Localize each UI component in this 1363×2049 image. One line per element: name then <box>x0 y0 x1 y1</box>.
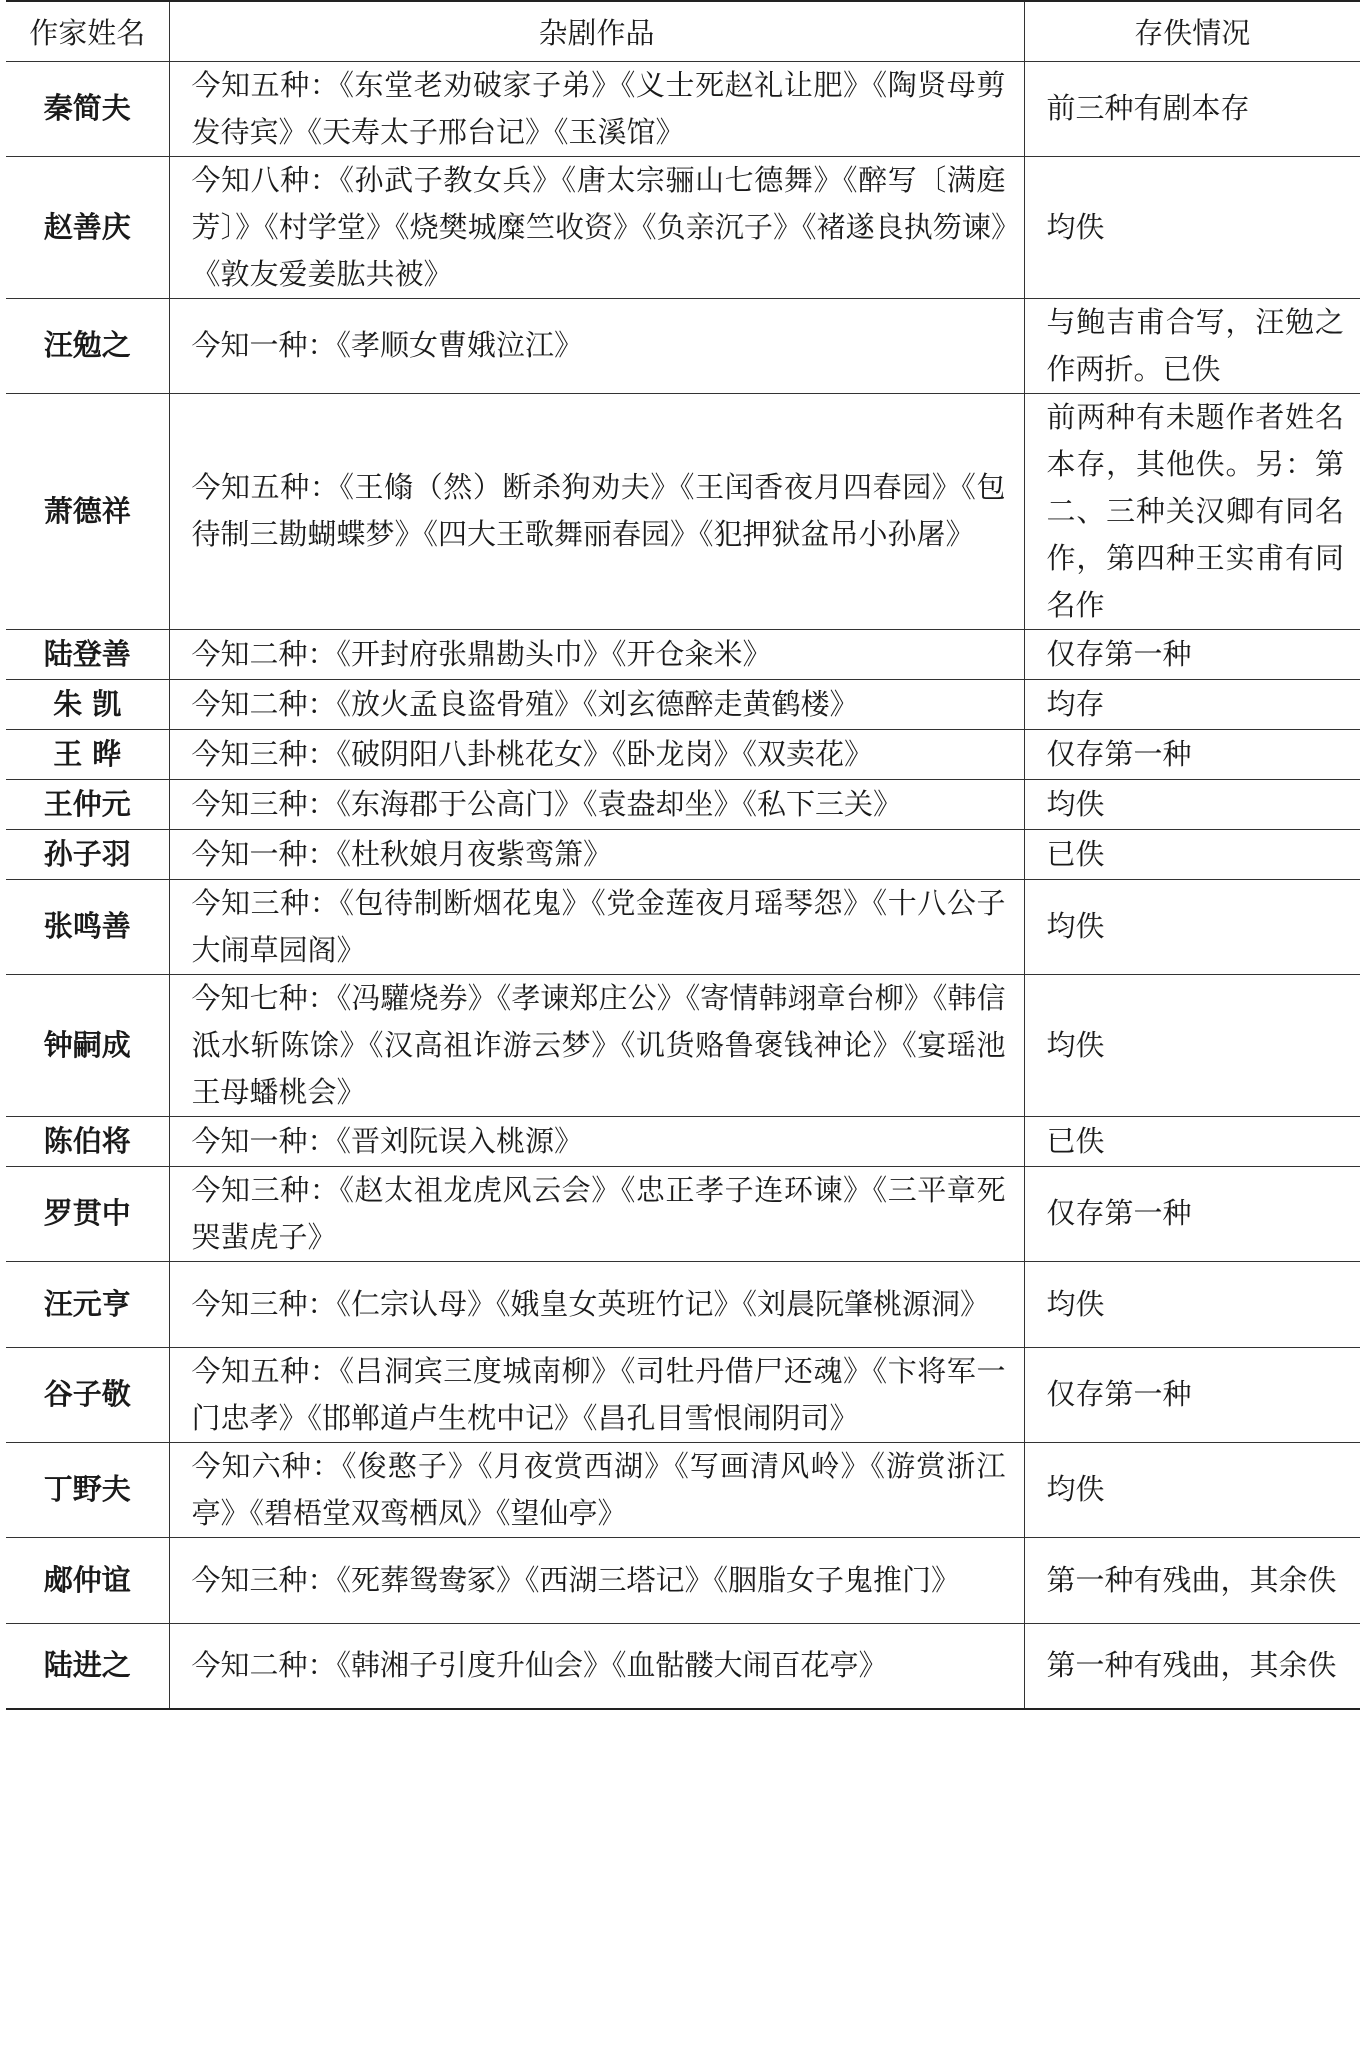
header-row <box>6 1 1360 61</box>
header-status: 存佚情况 <box>1024 1 1360 61</box>
status-cell: 均佚 <box>1024 879 1360 974</box>
status-cell: 均存 <box>1024 679 1360 729</box>
author-cell: 丁野夫 <box>6 1442 169 1537</box>
table-row <box>6 1347 1360 1442</box>
author-cell: 汪元亨 <box>6 1261 169 1347</box>
table-row <box>6 629 1360 679</box>
author-cell: 王 晔 <box>6 729 169 779</box>
works-cell: 今知八种：《孙武子教女兵》《唐太宗骊山七德舞》《醉写〔满庭芳〕》《村学堂》《烧樊城糜竺收资》《负亲沉子》《褚遂良执笏谏》《敦友爱姜肱共被》 <box>169 156 1024 298</box>
works-cell: 今知三种：《仁宗认母》《娥皇女英班竹记》《刘晨阮肇桃源洞》 <box>169 1261 1024 1347</box>
table-row <box>6 1623 1360 1709</box>
status-cell: 与鲍吉甫合写，汪勉之作两折。已佚 <box>1024 298 1360 393</box>
works-cell: 今知二种：《韩湘子引度升仙会》《血骷髅大闹百花亭》 <box>169 1623 1024 1709</box>
works-cell: 今知五种：《东堂老劝破家子弟》《义士死赵礼让肥》《陶贤母剪发待宾》《天寿太子邢台记》《玉溪馆》 <box>169 61 1024 156</box>
works-cell: 今知三种：《东海郡于公高门》《袁盎却坐》《私下三关》 <box>169 779 1024 829</box>
works-cell: 今知三种：《破阴阳八卦桃花女》《卧龙岗》《双卖花》 <box>169 729 1024 779</box>
author-cell: 谷子敬 <box>6 1347 169 1442</box>
author-cell: 郕仲谊 <box>6 1537 169 1623</box>
works-cell: 今知二种：《放火孟良盗骨殖》《刘玄德醉走黄鹤楼》 <box>169 679 1024 729</box>
table-row <box>6 1442 1360 1537</box>
author-cell: 萧德祥 <box>6 393 169 629</box>
works-cell: 今知五种：《王翛（然）断杀狗劝夫》《王闰香夜月四春园》《包待制三勘蝴蝶梦》《四大王歌舞丽春园》《犯押狱盆吊小孙屠》 <box>169 393 1024 629</box>
works-cell: 今知一种：《晋刘阮误入桃源》 <box>169 1116 1024 1166</box>
author-cell: 赵善庆 <box>6 156 169 298</box>
status-cell: 仅存第一种 <box>1024 1347 1360 1442</box>
table-row <box>6 729 1360 779</box>
status-cell: 仅存第一种 <box>1024 1166 1360 1261</box>
table-body <box>6 61 1360 1709</box>
status-cell: 仅存第一种 <box>1024 729 1360 779</box>
author-cell: 钟嗣成 <box>6 974 169 1116</box>
works-cell: 今知一种：《杜秋娘月夜紫鸾箫》 <box>169 829 1024 879</box>
table-row <box>6 1261 1360 1347</box>
status-cell: 已佚 <box>1024 829 1360 879</box>
status-cell: 仅存第一种 <box>1024 629 1360 679</box>
status-cell: 均佚 <box>1024 1261 1360 1347</box>
works-cell: 今知一种：《孝顺女曹娥泣江》 <box>169 298 1024 393</box>
author-cell: 陆进之 <box>6 1623 169 1709</box>
works-cell: 今知三种：《赵太祖龙虎风云会》《忠正孝子连环谏》《三平章死哭蜚虎子》 <box>169 1166 1024 1261</box>
works-cell: 今知七种：《冯驩烧券》《孝谏郑庄公》《寄情韩翊章台柳》《韩信泜水斩陈馀》《汉高祖诈游云梦》《讥货赂鲁褒钱神论》《宴瑶池王母蟠桃会》 <box>169 974 1024 1116</box>
works-cell: 今知三种：《包待制断烟花鬼》《党金莲夜月瑶琴怨》《十八公子大闹草园阁》 <box>169 879 1024 974</box>
author-cell: 汪勉之 <box>6 298 169 393</box>
works-cell: 今知五种：《吕洞宾三度城南柳》《司牡丹借尸还魂》《卞将军一门忠孝》《邯郸道卢生枕中记》《昌孔目雪恨闹阴司》 <box>169 1347 1024 1442</box>
status-cell: 均佚 <box>1024 974 1360 1116</box>
author-cell: 秦简夫 <box>6 61 169 156</box>
works-cell: 今知六种：《俊憨子》《月夜赏西湖》《写画清风岭》《游赏浙江亭》《碧梧堂双鸾栖凤》《望仙亭》 <box>169 1442 1024 1537</box>
table-row <box>6 974 1360 1116</box>
table-row <box>6 879 1360 974</box>
author-cell: 孙子羽 <box>6 829 169 879</box>
table-row <box>6 1537 1360 1623</box>
table-row <box>6 393 1360 629</box>
works-cell: 今知二种：《开封府张鼎勘头巾》《开仓籴米》 <box>169 629 1024 679</box>
status-cell: 均佚 <box>1024 156 1360 298</box>
author-cell: 张鸣善 <box>6 879 169 974</box>
table-row <box>6 779 1360 829</box>
status-cell: 均佚 <box>1024 779 1360 829</box>
header-works: 杂剧作品 <box>169 1 1024 61</box>
author-cell: 罗贯中 <box>6 1166 169 1261</box>
status-cell: 第一种有残曲，其余佚 <box>1024 1623 1360 1709</box>
authors-table <box>6 0 1360 1710</box>
table-row <box>6 829 1360 879</box>
status-cell: 已佚 <box>1024 1116 1360 1166</box>
author-cell: 朱 凯 <box>6 679 169 729</box>
author-cell: 王仲元 <box>6 779 169 829</box>
author-cell: 陆登善 <box>6 629 169 679</box>
status-cell: 前三种有剧本存 <box>1024 61 1360 156</box>
table-row <box>6 1166 1360 1261</box>
status-cell: 前两种有未题作者姓名本存，其他佚。另：第二、三种关汉卿有同名作，第四种王实甫有同名作 <box>1024 393 1360 629</box>
status-cell: 均佚 <box>1024 1442 1360 1537</box>
table-row <box>6 298 1360 393</box>
works-cell: 今知三种：《死葬鸳鸯冢》《西湖三塔记》《胭脂女子鬼推门》 <box>169 1537 1024 1623</box>
header-author: 作家姓名 <box>6 1 169 61</box>
table-row <box>6 156 1360 298</box>
status-cell: 第一种有残曲，其余佚 <box>1024 1537 1360 1623</box>
table-row <box>6 679 1360 729</box>
author-cell: 陈伯将 <box>6 1116 169 1166</box>
table-row <box>6 61 1360 156</box>
table-row <box>6 1116 1360 1166</box>
